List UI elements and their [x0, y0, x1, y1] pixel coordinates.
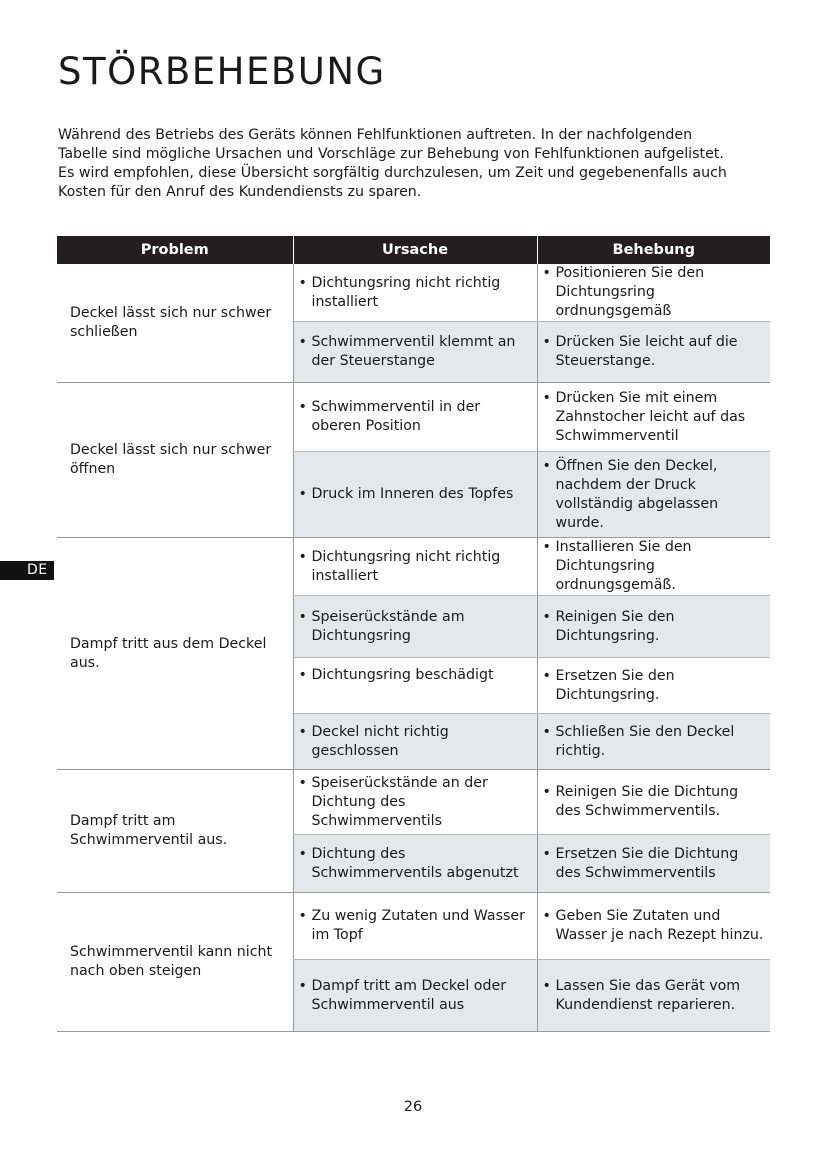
problem-cell: Deckel lässt sich nur schwer öffnen [57, 383, 293, 538]
cause-cell [293, 383, 537, 452]
fix-text: Geben Sie Zutaten und Wasser je nach Rezept hinzu. [555, 908, 764, 943]
bullet-icon: • [542, 389, 551, 406]
bullet-icon: • [542, 608, 551, 625]
fix-cell [537, 452, 770, 538]
header-problem: Problem [57, 236, 293, 264]
fix-text: Installieren Sie den Dichtungsring ordnungsgemäß. [555, 539, 692, 593]
bullet-icon: • [298, 845, 307, 862]
cause-cell [293, 264, 537, 322]
bullet-icon: • [298, 667, 307, 683]
fix-text: Reinigen Sie die Dichtung des Schwimmerventils. [555, 784, 739, 819]
fix-text: Positionieren Sie den Dichtungsring ordnungsgemäß [555, 265, 705, 319]
cause-text: Druck im Inneren des Topfes [311, 486, 514, 502]
header-fix: Behebung [537, 236, 770, 264]
fix-cell [537, 893, 770, 960]
problem-cell: Deckel lässt sich nur schwer schließen [57, 264, 293, 383]
cause-text: Dichtungsring beschädigt [311, 667, 494, 683]
cause-cell [293, 893, 537, 960]
fix-text: Drücken Sie mit einem Zahnstocher leicht auf das Schwimmerventil [555, 389, 746, 444]
cause-cell [293, 960, 537, 1032]
bullet-icon: • [298, 486, 307, 502]
bullet-icon: • [298, 274, 307, 291]
fix-cell [537, 322, 770, 383]
bullet-icon: • [542, 784, 551, 800]
bullet-icon: • [542, 457, 551, 474]
fix-text: Ersetzen Sie die Dichtung des Schwimmerventils [555, 845, 739, 881]
table-row [57, 893, 770, 960]
fix-text: Öffnen Sie den Deckel, nachdem der Druck vollständig abgelassen wurde. [555, 457, 719, 531]
fix-cell [537, 960, 770, 1032]
intro-paragraph: Während des Betriebs des Geräts können Fehlfunktionen auftreten. In der nachfolgenden Tabelle sind mögliche Ursachen und Vorschläge zur Behebung von Fehlfunktionen aufgelistet. Es wird empfohlen, diese Übersicht sorgfältig durchzulesen, um Zeit und gegebenenfalls auch Kosten für den Anruf des Kundendiensts zu sparen. [58, 127, 727, 200]
fix-text: Ersetzen Sie den Dichtungsring. [555, 667, 675, 703]
fix-cell [537, 835, 770, 893]
cause-text: Speiserückstände am Dichtungsring [311, 608, 465, 644]
bullet-icon: • [542, 723, 551, 740]
bullet-icon: • [298, 334, 307, 350]
bullet-icon: • [298, 399, 307, 415]
fix-cell [537, 538, 770, 596]
cause-text: Dampf tritt am Deckel oder Schwimmerventil aus [311, 977, 507, 1013]
page-title: STÖRBEHEBUNG [58, 50, 386, 93]
fix-cell [537, 658, 770, 714]
bullet-icon: • [542, 539, 551, 555]
bullet-icon: • [298, 548, 307, 565]
problem-cell: Schwimmerventil kann nicht nach oben steigen [57, 893, 293, 1032]
cause-cell [293, 658, 537, 714]
cause-cell [293, 714, 537, 770]
fix-cell [537, 596, 770, 658]
cause-text: Schwimmerventil klemmt an der Steuerstange [311, 334, 516, 369]
bullet-icon: • [298, 774, 307, 791]
fix-text: Reinigen Sie den Dichtungsring. [555, 608, 675, 644]
cause-cell [293, 452, 537, 538]
cause-text: Schwimmerventil in der oberen Position [311, 399, 481, 434]
cause-cell [293, 835, 537, 893]
cause-text: Zu wenig Zutaten und Wasser im Topf [311, 908, 525, 943]
language-tab: DE [0, 561, 54, 580]
fix-cell [537, 714, 770, 770]
fix-text: Schließen Sie den Deckel richtig. [555, 723, 735, 759]
cause-text: Speiserückstände an der Dichtung des Schwimmerventils [311, 774, 488, 829]
cause-text: Dichtungsring nicht richtig installiert [311, 548, 501, 584]
fix-text: Lassen Sie das Gerät vom Kundendienst reparieren. [555, 977, 741, 1013]
bullet-icon: • [542, 667, 551, 684]
table-row [57, 383, 770, 452]
problem-cell: Dampf tritt aus dem Deckel aus. [57, 538, 293, 770]
cause-cell [293, 538, 537, 596]
fix-cell [537, 264, 770, 322]
bullet-icon: • [542, 845, 551, 862]
bullet-icon: • [542, 908, 551, 924]
bullet-icon: • [542, 265, 551, 281]
cause-text: Dichtung des Schwimmerventils abgenutzt [311, 845, 519, 881]
bullet-icon: • [298, 608, 307, 625]
cause-text: Dichtungsring nicht richtig installiert [311, 274, 501, 310]
bullet-icon: • [298, 723, 307, 740]
cause-cell [293, 322, 537, 383]
troubleshooting-table [57, 236, 770, 1032]
bullet-icon: • [298, 977, 307, 994]
problem-cell: Dampf tritt am Schwimmerventil aus. [57, 770, 293, 893]
table-row [57, 538, 770, 596]
table-row [57, 264, 770, 322]
fix-cell [537, 383, 770, 452]
header-cause: Ursache [293, 236, 537, 264]
fix-cell [537, 770, 770, 835]
table-body [57, 264, 770, 1032]
fix-text: Drücken Sie leicht auf die Steuerstange. [555, 334, 738, 369]
cause-text: Deckel nicht richtig geschlossen [311, 723, 449, 759]
table-header-row [57, 236, 770, 264]
bullet-icon: • [542, 977, 551, 994]
cause-cell [293, 596, 537, 658]
bullet-icon: • [542, 334, 551, 350]
page-number: 26 [403, 1099, 423, 1115]
bullet-icon: • [298, 908, 307, 924]
cause-cell [293, 770, 537, 835]
table-row [57, 770, 770, 835]
